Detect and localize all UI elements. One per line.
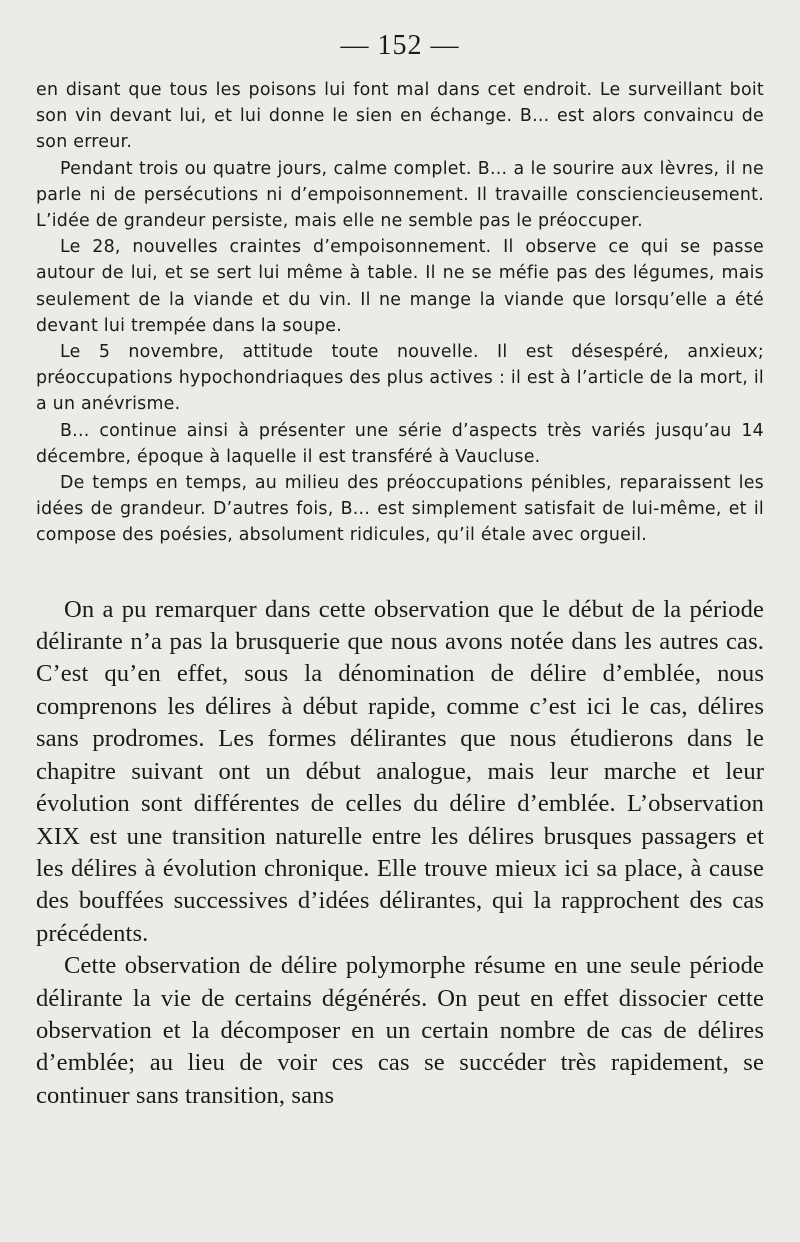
observation-paragraph: B... continue ainsi à présenter une série d’aspects très variés jusqu’au 14 décembre, époque à laquelle il est transféré à Vaucluse.	[36, 420, 764, 467]
observation-paragraph: Le 5 novembre, attitude toute nouvelle. Il est désespéré, anxieux; préoccupations hypochondriaques des plus actives : il est à l’article de la mort, il a un anévrisme.	[36, 342, 764, 415]
commentary-paragraph: Cette observation de délire polymorphe résume en une seule période délirante la vie de certains dégénérés. On peut en effet dissocier cette observation et la décomposer en un certain nombre de cas de délires d’emblée; au lieu de voir ces cas se succéder très rapidement, se continuer sans transition, sans	[36, 952, 764, 1109]
observation-paragraph: De temps en temps, au milieu des préoccupations pénibles, reparaissent les idées de grandeur. D’autres fois, B... est simplement satisfait de lui-même, et il compose des poésies, absolument ridicules, qu’il étale avec orgueil.	[36, 473, 764, 546]
observation-text	[36, 77, 764, 549]
observation-paragraph: en disant que tous les poisons lui font mal dans cet endroit. Le surveillant boit son vin devant lui, et lui donne le sien en échange. B... est alors convaincu de son erreur.	[36, 80, 764, 153]
page-number: — 152 —	[340, 30, 460, 61]
observation-paragraph: Le 28, nouvelles craintes d’empoisonnement. Il observe ce qui se passe autour de lui, et se sert lui même à table. Il ne se méfie pas des légumes, mais seulement de la viande et du vin. Il ne mange la viande que lorsqu’elle a été devant lui trempée dans la soupe.	[36, 237, 764, 336]
commentary-text	[36, 594, 764, 1113]
observation-paragraph: Pendant trois ou quatre jours, calme complet. B... a le sourire aux lèvres, il ne parle ni de persécutions ni d’empoisonnement. Il travaille consciencieusement. L’idée de grandeur persiste, mais elle ne semble pas le préoccuper.	[36, 158, 764, 232]
commentary-paragraph: On a pu remarquer dans cette observation que le début de la période délirante n’a pas la brusquerie que nous avons notée dans les autres cas. C’est qu’en effet, sous la dénomination de délire d’emblée, nous comprenons les délires à début rapide, comme c’est ici le cas, délires sans prodromes. Les formes délirantes que nous étudierons dans le chapitre suivant ont un début analogue, mais leur marche et leur évolution sont différentes de celles du délire d’emblée. L’observation XIX est une transition naturelle entre les délires brusques passagers et les délires à évolution chronique. Elle trouve mieux ici sa place, à cause des bouffées successives d’idées délirantes, qui la rapprochent des cas précédents.	[36, 595, 764, 947]
